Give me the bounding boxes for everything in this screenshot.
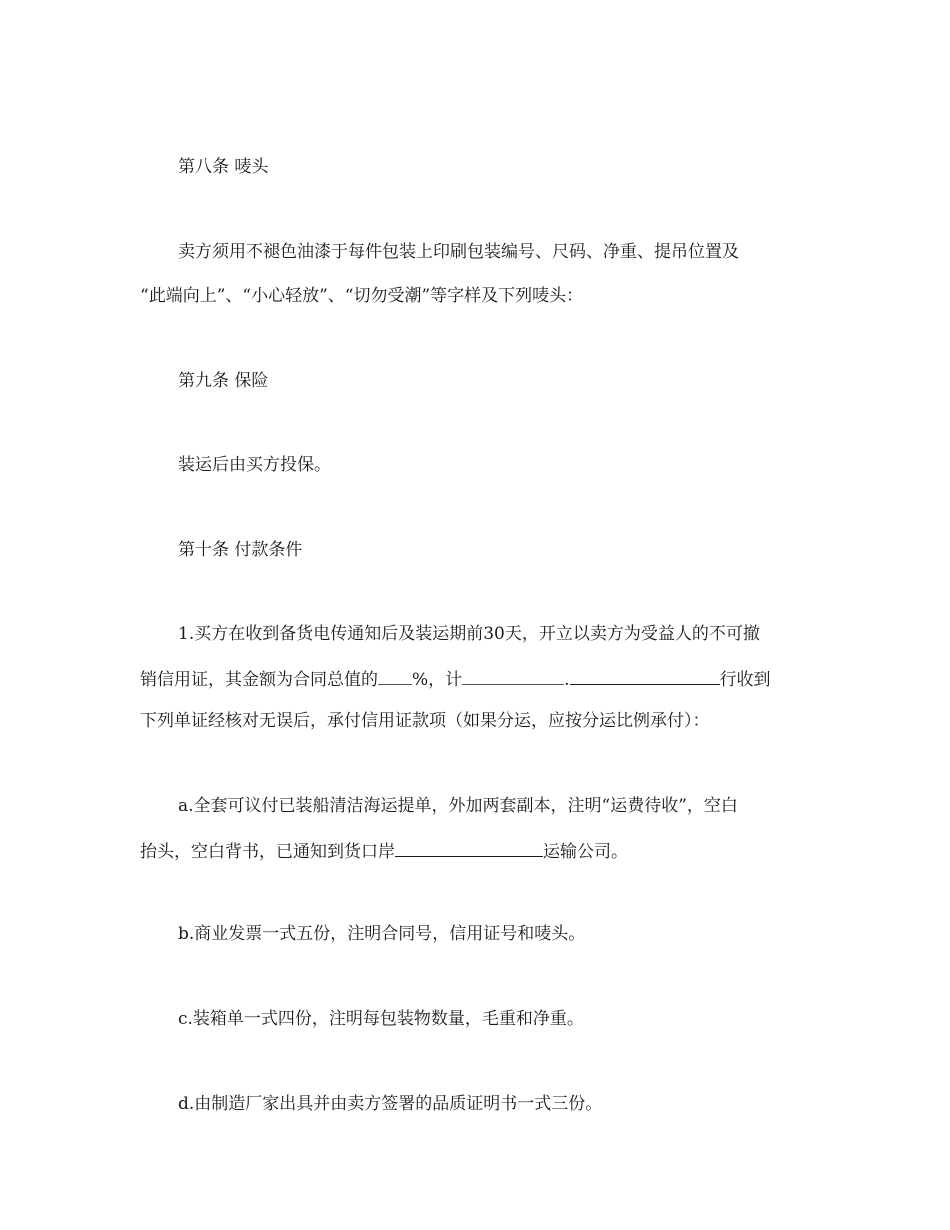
article-8-heading: 第八条 唛头 — [178, 157, 269, 177]
article-10-para-1-line-2 — [140, 666, 820, 692]
port-blank[interactable] — [395, 838, 543, 857]
article-10-heading: 第十条 付款条件 — [178, 540, 303, 560]
line-2-text-a: 销信用证，其金额为合同总值的 — [140, 670, 378, 690]
article-10-para-1-line-1: 1.买方在收到备货电传通知后及装运期前30天，开立以卖方为受益人的不可撤 — [178, 624, 760, 644]
item-a-text-b: 运输公司。 — [543, 842, 628, 862]
item-a-line-1: a.全套可议付已装船清洁海运提单，外加两套副本，注明“运费待收”，空白 — [178, 796, 738, 816]
article-8-body-line-2: “此端向上”、“小心轻放”、“切勿受潮”等字样及下列唛头： — [140, 286, 584, 306]
item-c: c.装箱单一式四份，注明每包装物数量，毛重和净重。 — [178, 1009, 584, 1029]
article-9-heading: 第九条 保险 — [178, 371, 269, 391]
bank-blank[interactable] — [570, 666, 720, 685]
item-a-text-a: 抬头，空白背书，已通知到货口岸 — [140, 842, 395, 862]
article-10-para-1-line-3: 下列单证经核对无误后，承付信用证款项（如果分运，应按分运比例承付）： — [140, 711, 710, 731]
amount-blank[interactable] — [462, 666, 564, 685]
line-2-text-b: %，计 — [412, 670, 463, 690]
line-2-text-d: 行收到 — [719, 670, 771, 690]
article-9-body: 装运后由买方投保。 — [178, 455, 331, 475]
item-d: d.由制造厂家出具并由卖方签署的品质证明书一式三份。 — [178, 1094, 603, 1114]
item-b: b.商业发票一式五份，注明合同号，信用证号和唛头。 — [178, 924, 586, 944]
line-2-text-c: . — [564, 670, 570, 690]
article-8-body-line-1: 卖方须用不褪色油漆于每件包装上印刷包装编号、尺码、净重、提吊位置及 — [178, 242, 739, 262]
item-a-line-2 — [140, 838, 820, 864]
percent-blank[interactable] — [378, 666, 412, 685]
